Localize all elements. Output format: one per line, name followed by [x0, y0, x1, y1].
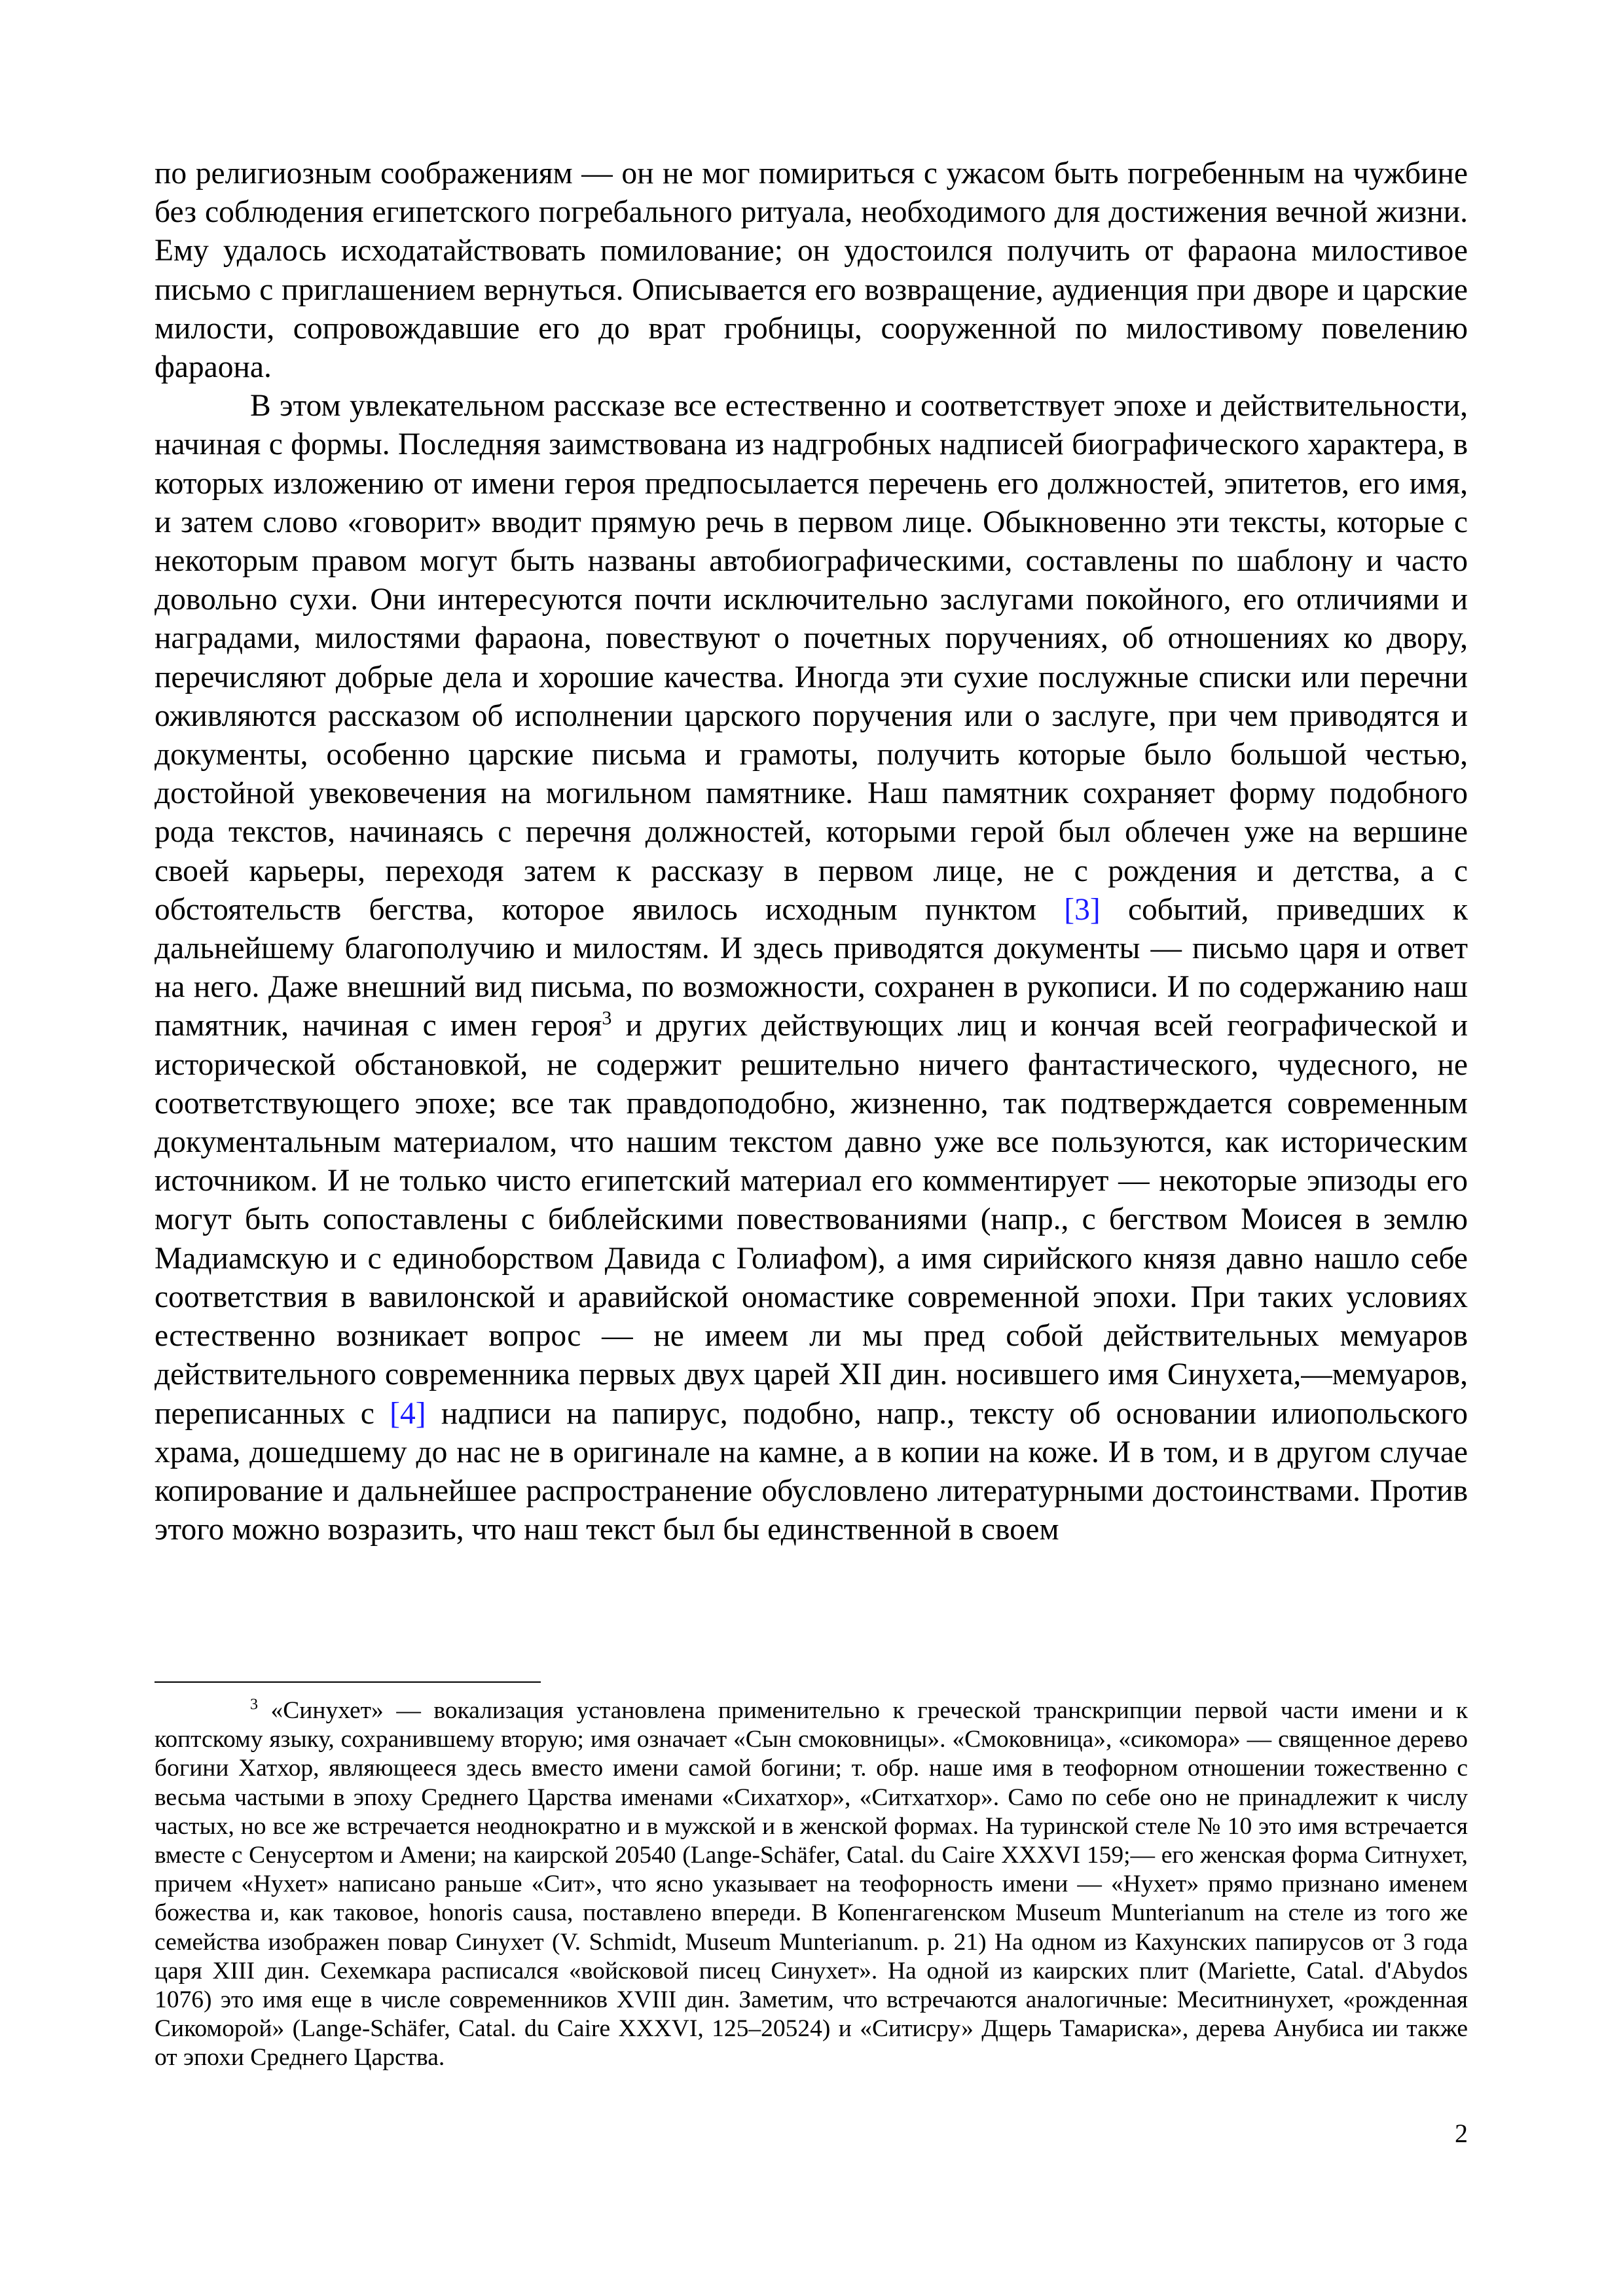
reference-link-3[interactable]: [3] [1064, 892, 1101, 927]
main-text [155, 154, 1468, 1549]
document-page [155, 154, 1468, 1549]
paragraph-2-part-d: надписи на папирус, подобно, напр., тексту об основании илиопольского храма, дошедшему до нас не в оригинале на камне, а в копии на коже. И в том, и в другом случае копирование и дальнейшее распространение обусловлено литературными достоинствами. Против этого можно возразить, что наш текст был бы единственной в своем [155, 1396, 1468, 1547]
paragraph-2-part-a: В этом увлекательном рассказе все естественно и соответствует эпохе и действительности, начиная с формы. Последняя заимствована из надгробных надписей биографического характера, в которых изложению от имени героя предпосылается перечень его должностей, эпитетов, его имя, и затем слово «говорит» вводит прямую речь в первом лице. Обыкновенно эти тексты, которые с некоторым правом могут быть названы автобиографическими, составлены по шаблону и часто довольно сухи. Они интересуются почти исключительно заслугами покойного, его отличиями и наградами, милостями фараона, повествуют о почетных поручениях, об отношениях ко двору, перечисляют добрые дела и хорошие качества. Иногда эти сухие послужные списки или перечни оживляются рассказом об исполнении царского поручения или о заслуге, при чем приводятся и документы, особенно царские письма и грамоты, получить которые было большой честью, достойной увековечения на могильном памятнике. Наш памятник сохраняет форму подобного рода текстов, начинаясь с перечня должностей, которыми герой был облечен уже на вершине своей карьеры, переходя затем к рассказу в первом лице, не с рождения и детства, а с обстоятельств бегства, которое явилось исходным пунктом [155, 389, 1468, 927]
paragraph-2-part-c: и других действующих лиц и кончая всей географической и исторической обстановкой, не содержит решительно ничего фантастического, чудесного, не соответствующего эпохе; все так правдоподобно, жизненно, так подтверждается современным документальным материалом, что нашим текстом давно уже все пользуются, как историческим источником. И не только чисто египетский материал его комментирует — некоторые эпизоды его могут быть сопоставлены с библейскими повествованиями (напр., с бегством Моисея в землю Мадиамскую и с единоборством Давида с Голиафом), а имя сирийского князя давно нашло себе соответствия в вавилонской и аравийской ономастике современной эпохи. При таких условиях естественно возникает вопрос — не имеем ли мы пред собой действительных мемуаров действительного современника первых двух царей XII дин. носившего имя Синухета,—мемуаров, переписанных с [155, 1009, 1468, 1431]
footnote-number: 3 [250, 1696, 258, 1713]
footnote-marker[interactable]: 3 [602, 1007, 612, 1030]
footnote-separator [155, 1681, 541, 1683]
page-number: 2 [1455, 2119, 1468, 2148]
paragraph-2-part-b: событий, приведших к дальнейшему благополучию и милостям. И здесь приводятся документы — письмо царя и ответ на него. Даже внешний вид письма, по возможности, сохранен в рукописи. И по содержанию наш памятник, начиная с имен героя [155, 892, 1468, 1043]
paragraph-2 [155, 387, 1468, 1549]
footnote-3 [155, 1696, 1468, 2073]
footnote-section [155, 1696, 1468, 2073]
footnote-text: «Синухет» — вокализация установлена применительно к греческой транскрипции первой части имени и к коптскому языку, сохранившему вторую; имя означает «Сын смоковницы». «Смоковница», «сикомора» — священное дерево богини Хатхор, являющееся здесь вместо имени самой богини; т. обр. наше имя в теофорном отношении тожественно с весьма частыми в эпоху Среднего Царства именами «Сихатхор», «Ситхатхор». Само по себе оно не принадлежит к числу частых, но все же встречается неоднократно и в мужской и в женской формах. На туринской стеле № 10 это имя встречается вместе с Сенусертом и Амени; на каирской 20540 (Lange-Schäfer, Catal. du Caire XXXVI 159;— его женская форма Ситнухет, причем «Нухет» написано раньше «Сит», что ясно указывает на теофорность имени — «Нухет» прямо признано именем божества и, как таковое, honoris causa, поставлено впереди. В Копенгагенском Museum Munterianum на стеле из того же семейства изображен повар Синухет (V. Schmidt, Museum Munterianum. p. 21) На одном из Кахунских папирусов от 3 года царя XIII дин. Сехемкара расписался «войсковой писец Синухет». На одной из каирских плит (Mariette, Catal. d'Abydos 1076) это имя еще в числе современников XVIII дин. Заметим, что встречаются аналогичные: Меситнинухет, «рожденная Сикоморой» (Lange-Schäfer, Catal. du Caire XXXVI, 125–20524) и «Ситисру» Дщерь Тамариска», дерева Анубиса ии также от эпохи Среднего Царства. [155, 1697, 1468, 2072]
paragraph-1: по религиозным соображениям — он не мог помириться с ужасом быть погребенным на чужбине без соблюдения египетского погребального ритуала, необходимого для достижения вечной жизни. Ему удалось исходатайствовать помилование; он удостоился получить от фараона милостивое письмо с приглашением вернуться. Описывается его возвращение, аудиенция при дворе и царские милости, сопровождавшие его до врат гробницы, сооруженной по милостивому повелению фараона. [155, 156, 1468, 385]
reference-link-4[interactable]: [4] [390, 1396, 426, 1431]
